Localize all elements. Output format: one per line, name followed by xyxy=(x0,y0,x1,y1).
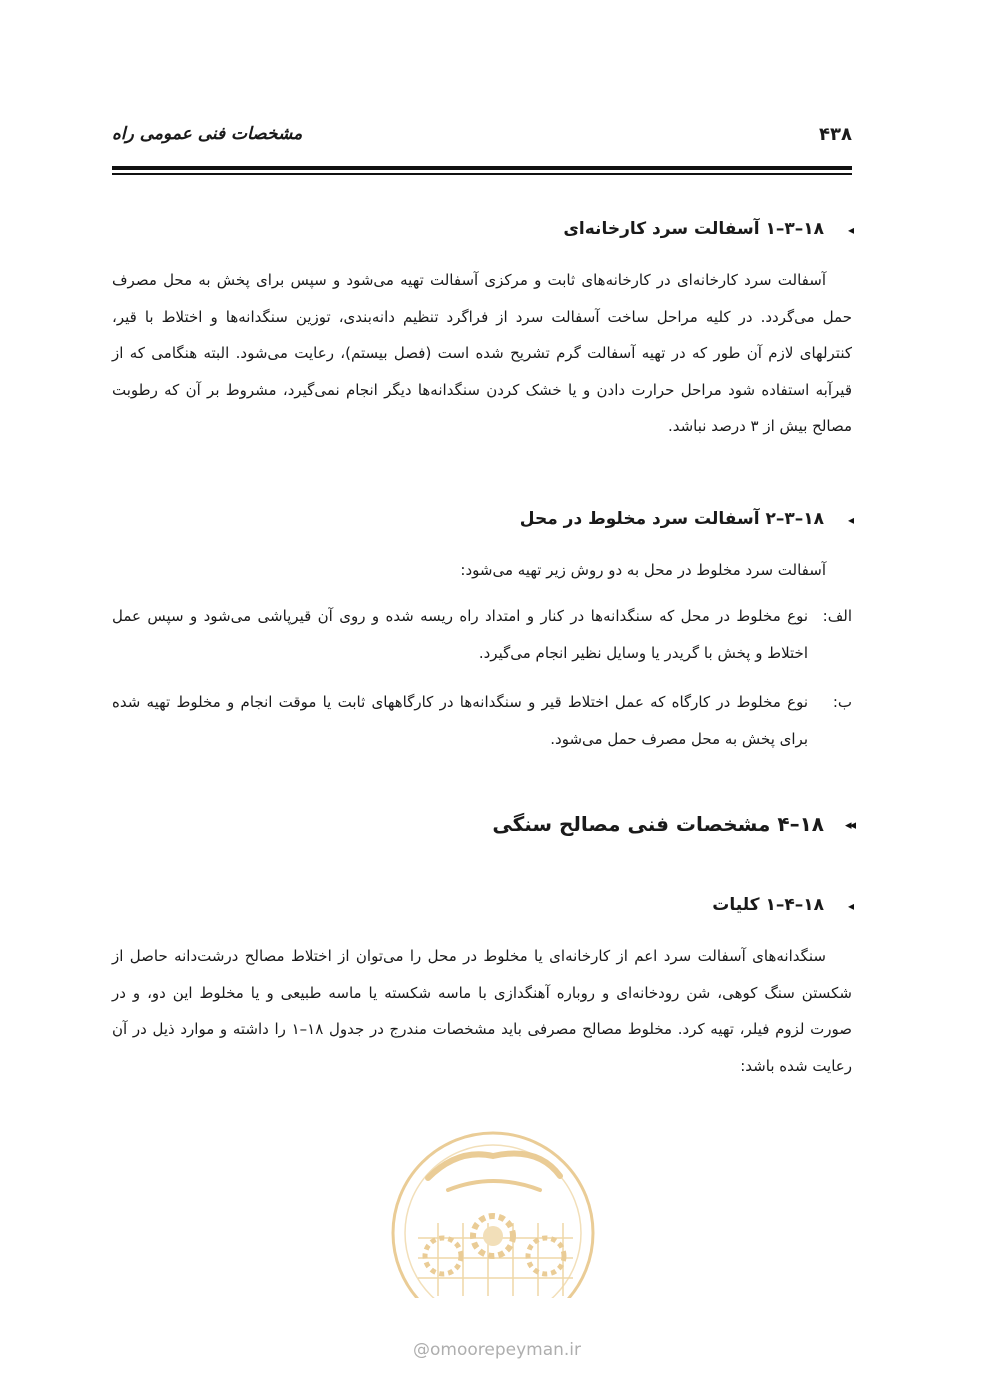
list-item-label: ب: xyxy=(832,693,852,711)
header-rule-thick xyxy=(112,166,852,170)
section-bullet-icon: ◂ xyxy=(847,513,854,527)
paragraph-18-4-1 xyxy=(112,938,852,1084)
list-item-be xyxy=(112,684,852,757)
section-heading-18-3-1: ۱۸–۳–۱ آسفالت سرد کارخانه‌ای xyxy=(563,219,824,239)
page-number: ۴۳۸ xyxy=(819,124,852,145)
list-item-text: نوع مخلوط در کارگاه که عمل اختلاط قیر و سنگدانه‌ها در کارگاههای ثابت یا موقت انجام و مخلوط تهیه شده برای پخش به محل مصرف حمل می‌شود. xyxy=(112,693,808,748)
section-bullet-icon: ◂ xyxy=(847,223,854,237)
paragraph-18-3-1 xyxy=(112,262,852,445)
header-title: مشخصات فنی عمومی راه xyxy=(112,124,303,144)
running-header xyxy=(112,118,852,158)
chapter-bullet-icon: ◂◂ xyxy=(844,818,854,833)
list-item-text: نوع مخلوط در محل که سنگدانه‌ها در کنار و امتداد راه ریسه شده و روی آن قیرپاشی می‌شود و سپس عمل اختلاط و پخش با گریدر یا وسایل نظیر انجام می‌گیرد. xyxy=(112,607,808,662)
paragraph-text: سنگدانه‌های آسفالت سرد اعم از کارخانه‌ای یا مخلوط در محل را می‌توان از اختلاط مصالح درشت‌دانه حاصل از شکستن سنگ کوهی، شن رودخانه‌ای و روباره آهنگدازی با ماسه شکسته یا ماسه طبیعی و یا مخلوط این دو، و در صورت لزوم فیلر، تهیه کرد. مخلوط مصالح مصرفی باید مشخصات مندرج در جدول ۱۸–۱ را داشته و موارد ذیل در آن رعایت شده باشد: xyxy=(112,947,853,1075)
section-heading-18-3-2: ۱۸–۳–۲ آسفالت سرد مخلوط در محل xyxy=(519,509,824,529)
section-heading-18-4-1: ۱۸–۴–۱ کلیات xyxy=(712,895,824,915)
paragraph-18-3-2-intro xyxy=(112,552,852,589)
header-rule-thin xyxy=(112,173,852,175)
watermark-logo-icon xyxy=(388,1128,598,1298)
list-item-label: الف: xyxy=(822,607,852,625)
list-item-alef xyxy=(112,598,852,671)
paragraph-text: آسفالت سرد کارخانه‌ای در کارخانه‌های ثابت و مرکزی آسفالت تهیه می‌شود و سپس برای پخش به محل مصرف حمل می‌گردد. در کلیه مراحل ساخت آسفالت سرد از فراگرد تنظیم دانه‌بندی، توزین سنگدانه‌ها و اختلاط با قیر، کنترلهای لازم آن طور که در تهیه آسفالت گرم تشریح شده است (فصل بیستم)، رعایت می‌شود. البته هنگامی که از قیرآبه استفاده شود مراحل حرارت دادن و یا خشک کردن سنگدانه‌ها دیگر انجام نمی‌گیرد، مشروط بر آن که رطوبت مصالح بیش از ۳ درصد نباشد. xyxy=(112,271,852,435)
paragraph-text: آسفالت سرد مخلوط در محل به دو روش زیر تهیه می‌شود: xyxy=(460,561,826,579)
section-bullet-icon: ◂ xyxy=(847,899,854,913)
section-heading-18-4: ۱۸–۴ مشخصات فنی مصالح سنگی xyxy=(492,812,824,836)
watermark-url: @omoorepeyman.ir xyxy=(412,1340,582,1360)
